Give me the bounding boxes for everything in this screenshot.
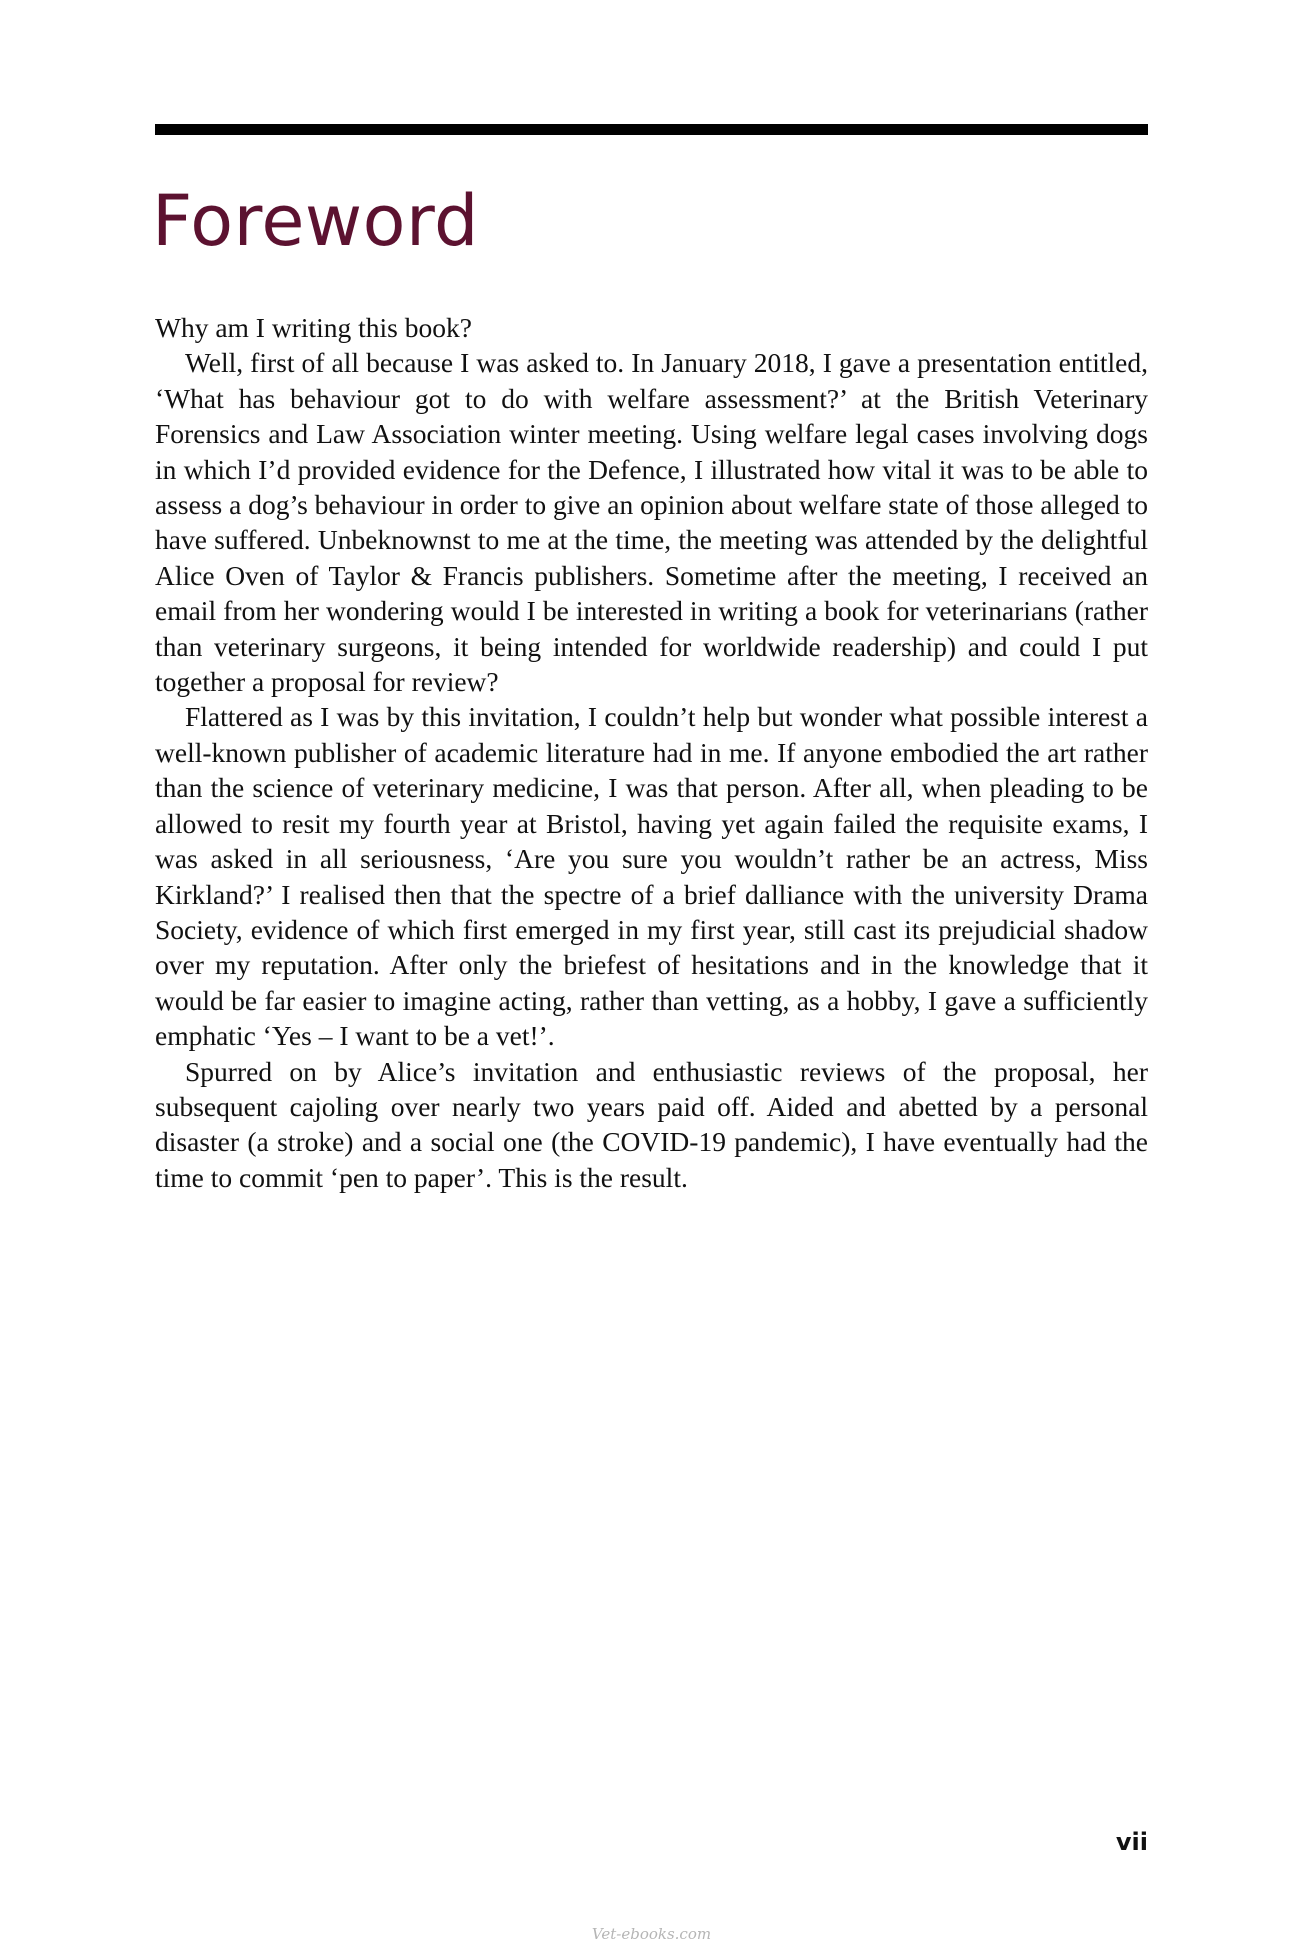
chapter-title: Foreword: [152, 180, 479, 262]
body-text: [155, 310, 1148, 1195]
header-rule: [155, 124, 1148, 135]
paragraph-4: Spurred on by Alice’s invitation and enthusiastic reviews of the proposal, her subsequent cajoling over nearly two years paid off. Aided and abetted by a personal disaster (a stroke) and a social one (the COVID-19 pandemic), I have eventually had the time to commit ‘pen to paper’. This is the result.: [155, 1055, 1148, 1193]
paragraph-3: Flattered as I was by this invitation, I couldn’t help but wonder what possible interest a well-known publisher of academic literature had in me. If anyone embodied the art rather than the science of veterinary medicine, I was that person. After all, when pleading to be allowed to resit my fourth year at Bristol, having yet again failed the requisite exams, I was asked in all seriousness, ‘Are you sure you wouldn’t rather be an actress, Miss Kirkland?’ I realised then that the spectre of a brief dalliance with the university Drama Society, evidence of which first emerged in my first year, still cast its prejudicial shadow over my reputation. After only the briefest of hesitations and in the knowledge that it would be far easier to imagine acting, rather than vetting, as a hobby, I gave a sufficiently emphatic ‘Yes – I want to be a vet!’.: [155, 701, 1148, 1052]
paragraph-2: Well, first of all because I was asked to. In January 2018, I gave a presentation entitled, ‘What has behaviour got to do with welfare assessment?’ at the British Veterinary Forensics and Law Association winter meeting. Using welfare legal cases involving dogs in which I’d provided evidence for the Defence, I illustrated how vital it was to be able to assess a dog’s behaviour in order to give an opinion about welfare state of those alleged to have suffered. Unbeknownst to me at the time, the meeting was attended by the delightful Alice Oven of Taylor & Francis publishers. Sometime after the meeting, I received an email from her wondering would I be interested in writing a book for veterinarians (rather than veterinary surgeons, it being intended for worldwide readership) and could I put together a proposal for review?: [155, 347, 1148, 698]
paragraph-1: Why am I writing this book?: [155, 312, 472, 343]
watermark-text: Vet-ebooks.com: [591, 1925, 712, 1943]
page-number: vii: [1115, 1828, 1148, 1856]
